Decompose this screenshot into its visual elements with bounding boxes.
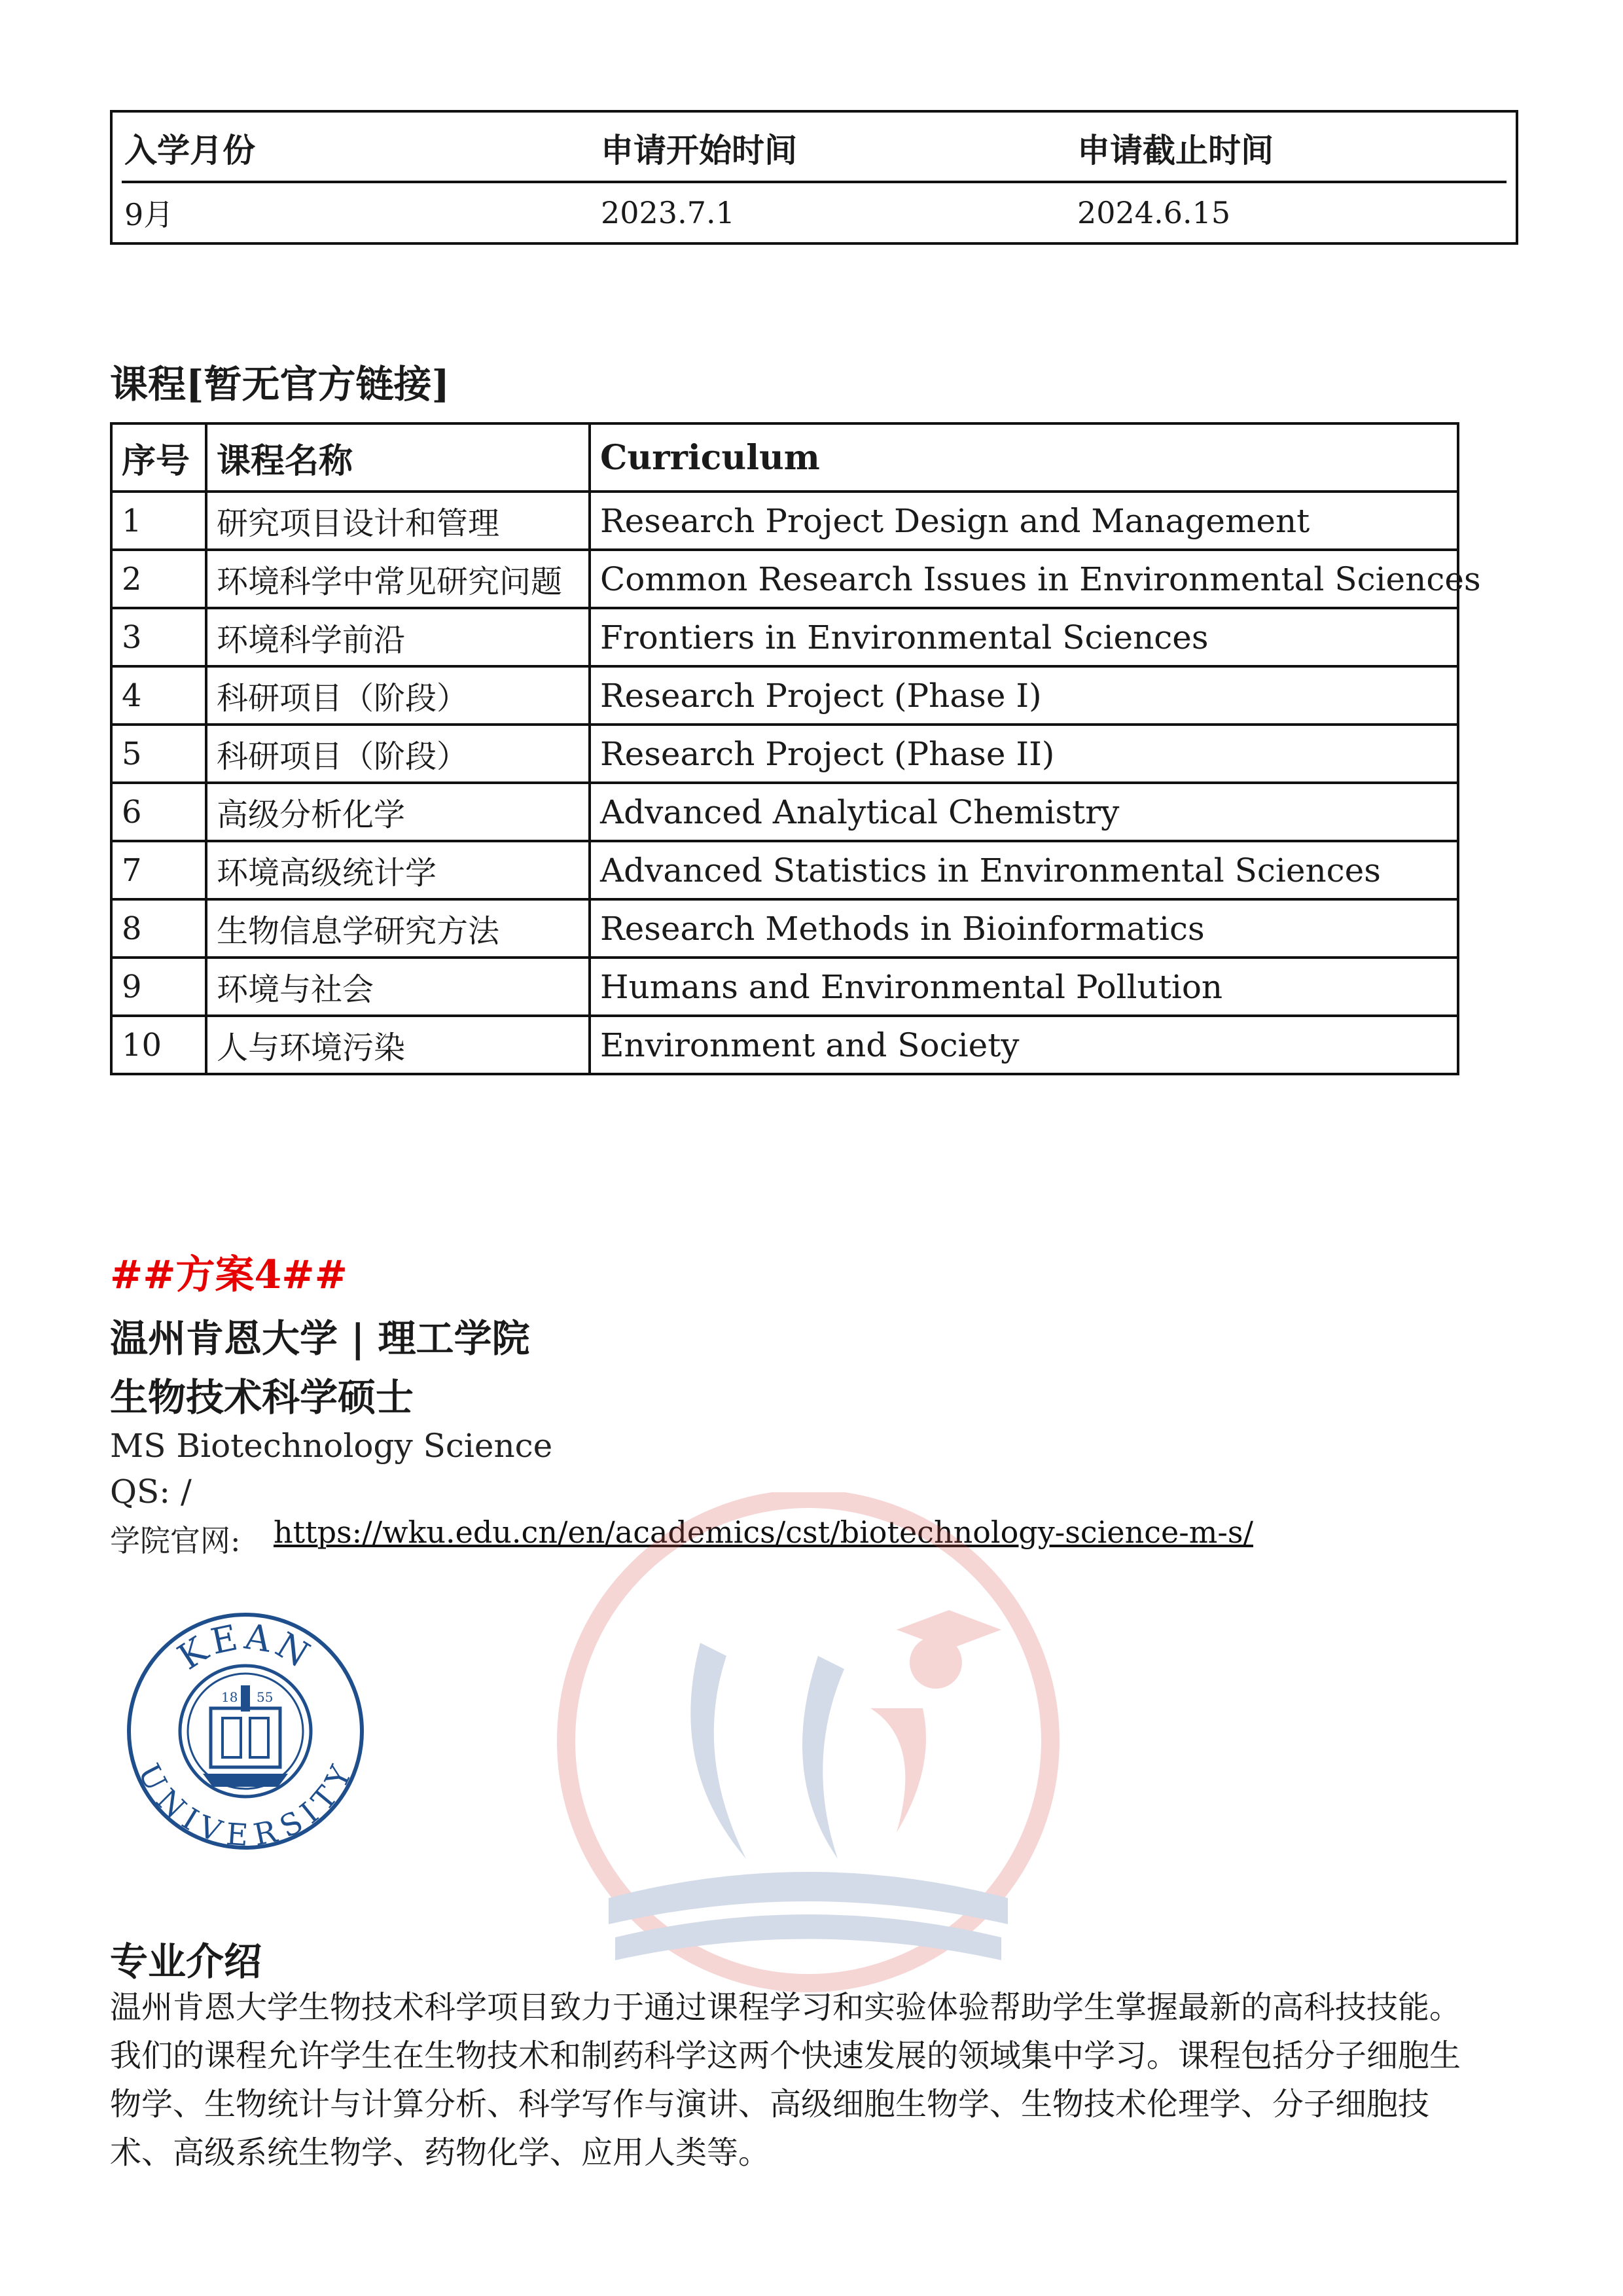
curriculum-row xyxy=(111,725,1458,783)
course-name-cn: 人与环境污染 xyxy=(206,1016,590,1074)
course-index: 7 xyxy=(111,841,206,899)
course-index: 3 xyxy=(111,608,206,666)
intake-header-row xyxy=(113,113,1516,183)
curriculum-row xyxy=(111,492,1458,550)
course-name-en: Research Project Design and Management xyxy=(590,492,1458,550)
intake-value-deadline: 2024.6.15 xyxy=(1077,195,1231,230)
course-name-en: Humans and Environmental Pollution xyxy=(590,958,1458,1016)
course-name-cn: 高级分析化学 xyxy=(206,783,590,841)
degree-name-cn: 生物技术科学硕士 xyxy=(110,1375,414,1420)
course-name-cn: 环境高级统计学 xyxy=(206,841,590,899)
curriculum-row xyxy=(111,550,1458,608)
course-name-cn: 生物信息学研究方法 xyxy=(206,899,590,958)
kean-university-logo xyxy=(124,1610,366,1852)
course-index: 5 xyxy=(111,725,206,783)
logo-bottom-text: UNIVERSITY xyxy=(131,1758,360,1852)
course-index: 6 xyxy=(111,783,206,841)
curriculum-table xyxy=(110,422,1481,1075)
header-course-cn: 课程名称 xyxy=(206,423,590,492)
svg-text:UNIVERSITY xyxy=(131,1758,359,1852)
intake-header-start: 申请开始时间 xyxy=(601,131,797,170)
curriculum-row xyxy=(111,1016,1458,1074)
degree-name-en: MS Biotechnology Science xyxy=(110,1427,553,1465)
course-name-en: Research Project (Phase I) xyxy=(590,666,1458,725)
logo-top-text: KEAN xyxy=(170,1615,320,1678)
program-tag: ##方案4## xyxy=(110,1252,348,1298)
intake-value-month: 9月 xyxy=(124,197,174,232)
course-name-en: Advanced Statistics in Environmental Sciences xyxy=(590,841,1458,899)
curriculum-row xyxy=(111,783,1458,841)
qs-ranking: QS: / xyxy=(110,1473,192,1511)
intake-header-month: 入学月份 xyxy=(124,131,255,170)
intro-paragraph: 温州肯恩大学生物技术科学项目致力于通过课程学习和实验体验帮助学生掌握最新的高科技技能。我们的课程允许学生在生物技术和制药科学这两个快速发展的领域集中学习。课程包括分子细胞生物学、生物统计与计算分析、科学写作与演讲、高级细胞生物学、生物技术伦理学、分子细胞技术、高级系统生物学、药物化学、应用人类等。 xyxy=(110,1989,1461,2171)
intro-title: 专业介绍 xyxy=(110,1939,262,1984)
intake-header-deadline: 申请截止时间 xyxy=(1077,131,1274,170)
curriculum-row xyxy=(111,899,1458,958)
course-index: 1 xyxy=(111,492,206,550)
watermark-logo xyxy=(530,1492,1086,2016)
course-name-cn: 科研项目（阶段） xyxy=(206,725,590,783)
course-name-cn: 环境与社会 xyxy=(206,958,590,1016)
course-name-cn: 环境科学中常见研究问题 xyxy=(206,550,590,608)
course-name-en: Common Research Issues in Environmental Sciences xyxy=(590,550,1458,608)
course-index: 8 xyxy=(111,899,206,958)
course-name-en: Research Methods in Bioinformatics xyxy=(590,899,1458,958)
curriculum-title: 课程[暂无官方链接] xyxy=(110,362,450,406)
course-name-cn: 研究项目设计和管理 xyxy=(206,492,590,550)
intake-value-row xyxy=(113,183,1516,242)
intake-table xyxy=(110,110,1518,245)
website-link[interactable]: https://wku.edu.cn/en/academics/cst/biotechnology-science-m-s/ xyxy=(274,1515,1253,1550)
course-name-en: Frontiers in Environmental Sciences xyxy=(590,608,1458,666)
course-name-en: Research Project (Phase II) xyxy=(590,725,1458,783)
curriculum-row xyxy=(111,666,1458,725)
course-name-en: Advanced Analytical Chemistry xyxy=(590,783,1458,841)
course-name-en: Environment and Society xyxy=(590,1016,1458,1074)
course-index: 9 xyxy=(111,958,206,1016)
logo-year-right: 55 xyxy=(257,1689,274,1705)
curriculum-row xyxy=(111,841,1458,899)
course-index: 2 xyxy=(111,550,206,608)
website-label: 学院官网: xyxy=(110,1523,241,1558)
curriculum-row xyxy=(111,608,1458,666)
course-index: 10 xyxy=(111,1016,206,1074)
header-index: 序号 xyxy=(111,423,206,492)
logo-year-left: 18 xyxy=(221,1689,238,1705)
university-school: 温州肯恩大学 | 理工学院 xyxy=(110,1316,530,1361)
header-course-en: Curriculum xyxy=(590,423,1458,492)
course-name-cn: 科研项目（阶段） xyxy=(206,666,590,725)
curriculum-row xyxy=(111,958,1458,1016)
intake-value-start: 2023.7.1 xyxy=(601,195,735,230)
course-name-cn: 环境科学前沿 xyxy=(206,608,590,666)
course-index: 4 xyxy=(111,666,206,725)
curriculum-header-row xyxy=(111,423,1458,492)
